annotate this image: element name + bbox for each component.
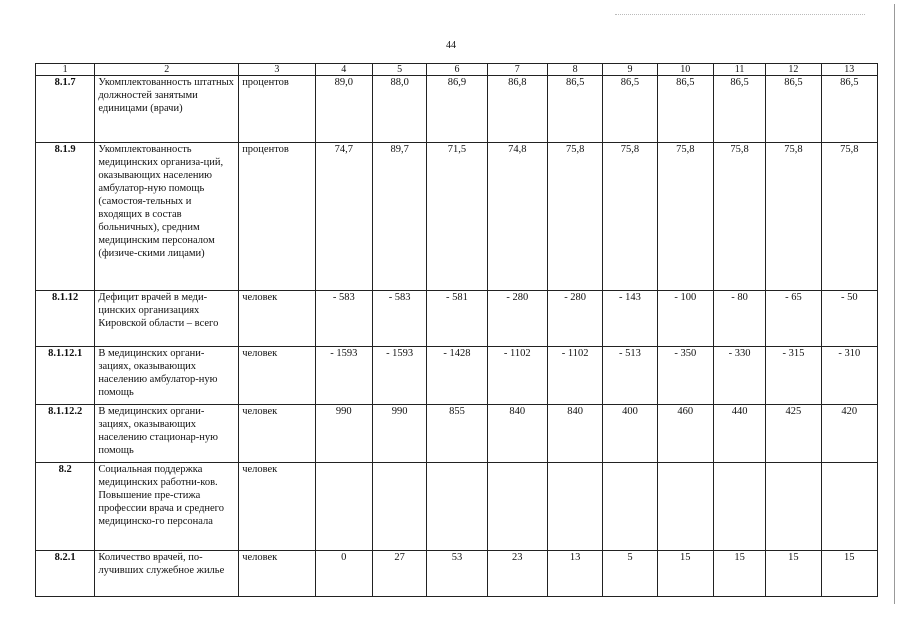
value-cell: 460: [657, 405, 713, 463]
value-cell: [372, 463, 426, 551]
value-cell: - 583: [315, 291, 372, 347]
value-cell: 425: [766, 405, 821, 463]
column-header: 6: [427, 64, 487, 76]
value-cell: 74,8: [487, 143, 547, 291]
value-cell: 990: [372, 405, 426, 463]
column-header: 4: [315, 64, 372, 76]
value-cell: 440: [713, 405, 765, 463]
value-cell: - 80: [713, 291, 765, 347]
value-cell: 75,8: [821, 143, 877, 291]
table-row: [36, 291, 878, 347]
row-unit: человек: [239, 405, 315, 463]
value-cell: - 513: [603, 347, 657, 405]
column-header: 2: [95, 64, 239, 76]
row-code: 8.1.7: [36, 76, 95, 143]
value-cell: 89,7: [372, 143, 426, 291]
value-cell: - 330: [713, 347, 765, 405]
row-code: 8.1.12: [36, 291, 95, 347]
value-cell: 15: [713, 551, 765, 597]
value-cell: 13: [547, 551, 602, 597]
value-cell: 420: [821, 405, 877, 463]
value-cell: 74,7: [315, 143, 372, 291]
value-cell: - 50: [821, 291, 877, 347]
value-cell: - 1102: [487, 347, 547, 405]
row-name: Укомплектованность штатных должностей занятыми единицами (врачи): [95, 76, 239, 143]
value-cell: - 280: [487, 291, 547, 347]
column-header: 12: [766, 64, 821, 76]
row-unit: процентов: [239, 76, 315, 143]
value-cell: 15: [657, 551, 713, 597]
row-code: 8.2: [36, 463, 95, 551]
value-cell: 86,5: [603, 76, 657, 143]
table-row: [36, 143, 878, 291]
table-row: [36, 463, 878, 551]
column-header: 8: [547, 64, 602, 76]
value-cell: [713, 463, 765, 551]
page-number: 44: [446, 40, 456, 51]
value-cell: 840: [487, 405, 547, 463]
value-cell: 86,5: [766, 76, 821, 143]
column-header: 11: [713, 64, 765, 76]
column-header-row: [36, 64, 878, 76]
value-cell: - 280: [547, 291, 602, 347]
column-header: 1: [36, 64, 95, 76]
value-cell: - 1593: [372, 347, 426, 405]
row-name: Укомплектованность медицинских организа-ций, оказывающих населению амбулатор-ную помощь (самостоя-тельных и входящих в состав больничных), средним медицинским персоналом (физиче-скими лицами): [95, 143, 239, 291]
value-cell: - 100: [657, 291, 713, 347]
value-cell: 840: [547, 405, 602, 463]
value-cell: [547, 463, 602, 551]
column-header: 9: [603, 64, 657, 76]
table-row: [36, 76, 878, 143]
row-name: В медицинских органи-зациях, оказывающих населению амбулатор-ную помощь: [95, 347, 239, 405]
row-name: Социальная поддержка медицинских работни-ков. Повышение пре-стижа профессии врача и среднего медицинско-го персонала: [95, 463, 239, 551]
table-row: [36, 347, 878, 405]
value-cell: 86,5: [713, 76, 765, 143]
value-cell: 400: [603, 405, 657, 463]
value-cell: 53: [427, 551, 487, 597]
value-cell: - 310: [821, 347, 877, 405]
column-header: 3: [239, 64, 315, 76]
row-name: Количество врачей, по-лучивших служебное жилье: [95, 551, 239, 597]
value-cell: - 581: [427, 291, 487, 347]
row-unit: человек: [239, 347, 315, 405]
value-cell: - 143: [603, 291, 657, 347]
value-cell: [821, 463, 877, 551]
value-cell: 75,8: [713, 143, 765, 291]
value-cell: 15: [821, 551, 877, 597]
value-cell: 27: [372, 551, 426, 597]
page-edge-line: [894, 4, 895, 604]
value-cell: 990: [315, 405, 372, 463]
row-code: 8.1.12.2: [36, 405, 95, 463]
scan-artifact: [615, 14, 865, 16]
column-header: 13: [821, 64, 877, 76]
row-unit: человек: [239, 463, 315, 551]
value-cell: [315, 463, 372, 551]
value-cell: - 315: [766, 347, 821, 405]
value-cell: 23: [487, 551, 547, 597]
value-cell: 855: [427, 405, 487, 463]
value-cell: 75,8: [766, 143, 821, 291]
value-cell: 86,8: [487, 76, 547, 143]
value-cell: [427, 463, 487, 551]
value-cell: [603, 463, 657, 551]
value-cell: - 583: [372, 291, 426, 347]
value-cell: 86,5: [821, 76, 877, 143]
value-cell: 15: [766, 551, 821, 597]
value-cell: 5: [603, 551, 657, 597]
table-row: [36, 551, 878, 597]
column-header: 10: [657, 64, 713, 76]
value-cell: [657, 463, 713, 551]
value-cell: 75,8: [657, 143, 713, 291]
row-name: Дефицит врачей в меди-цинских организациях Кировской области – всего: [95, 291, 239, 347]
data-table: [35, 63, 878, 597]
value-cell: 75,8: [603, 143, 657, 291]
value-cell: 86,9: [427, 76, 487, 143]
row-name: В медицинских органи-зациях, оказывающих населению стационар-ную помощь: [95, 405, 239, 463]
value-cell: 86,5: [657, 76, 713, 143]
value-cell: - 1428: [427, 347, 487, 405]
value-cell: 71,5: [427, 143, 487, 291]
row-code: 8.1.9: [36, 143, 95, 291]
value-cell: 86,5: [547, 76, 602, 143]
row-unit: человек: [239, 551, 315, 597]
row-code: 8.2.1: [36, 551, 95, 597]
row-unit: человек: [239, 291, 315, 347]
column-header: 7: [487, 64, 547, 76]
value-cell: 88,0: [372, 76, 426, 143]
value-cell: [487, 463, 547, 551]
column-header: 5: [372, 64, 426, 76]
value-cell: - 65: [766, 291, 821, 347]
value-cell: - 350: [657, 347, 713, 405]
table-row: [36, 405, 878, 463]
row-unit: процентов: [239, 143, 315, 291]
value-cell: - 1102: [547, 347, 602, 405]
value-cell: - 1593: [315, 347, 372, 405]
row-code: 8.1.12.1: [36, 347, 95, 405]
value-cell: 75,8: [547, 143, 602, 291]
value-cell: [766, 463, 821, 551]
value-cell: 0: [315, 551, 372, 597]
value-cell: 89,0: [315, 76, 372, 143]
